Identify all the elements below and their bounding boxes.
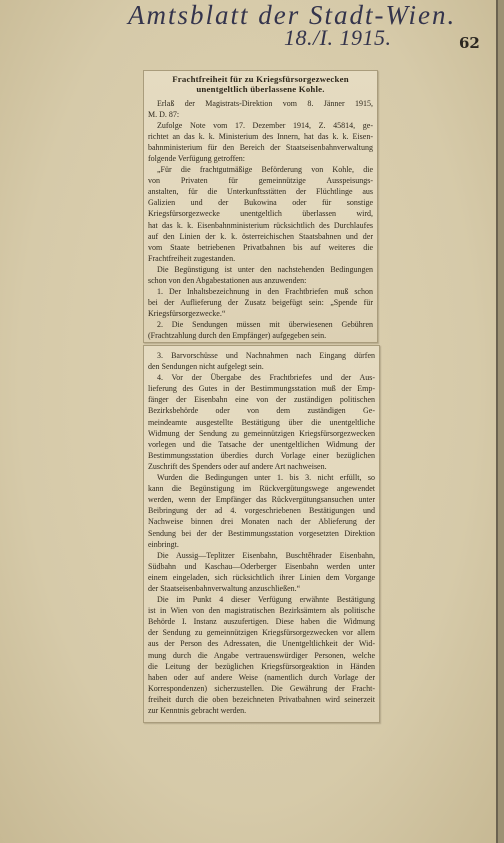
text-line: Erlaß der Magistrats-Direktion vom 8. Jänner 1915,: [157, 98, 373, 108]
text-line: vorlegen und die Tatsache der unentgeltlichen Widmung der: [148, 439, 375, 449]
paragraph: [148, 319, 373, 341]
text-line: Wurden die Bedingungen unter 1. bis 3. nicht erfüllt, so: [157, 473, 375, 483]
text-line: Nachweise binnen drei Monaten nach der Ablieferung der: [148, 517, 375, 527]
text-line: richtet an das k. k. Ministerium des Innern, hat das k. k. Eisen-: [148, 131, 373, 141]
text-line: Bestimmungsstation überdies durch Vorlage einer bezüglichen: [148, 450, 375, 460]
text-line: (Frachtzahlung durch den Empfänger) aufgegeben sein.: [148, 331, 327, 341]
text-line: einem eingeladen, sich rücksichtlich ihrer Linien dem Vorgange: [148, 572, 375, 582]
text-line: den Sendungen nicht aufgelegt sein.: [148, 362, 264, 372]
page-number: 62: [459, 34, 480, 52]
text-line: 4. Vor der Übergabe des Frachtbriefes und der Aus-: [157, 373, 375, 383]
text-line: Frachtfreiheit zugestanden.: [148, 253, 236, 263]
paragraph: [148, 286, 373, 319]
text-line: der Staatseisenbahnverwaltung anzuschließen.“: [148, 583, 301, 593]
text-line: Die im Punkt 4 dieser Verfügung erwähnte Bestätigung: [157, 595, 375, 605]
handwritten-date: 18./I. 1915.: [284, 25, 392, 50]
text-line: bei der Auflieferung der Zusatz beigefügt sein: „Spende für: [148, 298, 373, 308]
text-line: schon von den Abgabestationen aus anzuwenden:: [148, 276, 307, 285]
text-line: Südbahn und Kaschau—Oderberger Eisenbahn werden unter: [148, 561, 375, 571]
text-line: Sendung bei der der Bestimmungsstation vorgesetzten Direktion: [148, 528, 375, 538]
text-line: lieferung des Gutes in der Bestimmungsstation muß der Emp-: [148, 384, 375, 394]
paragraph: [148, 594, 375, 716]
paragraph: [148, 372, 375, 472]
text-line: die Leitung der bezüglichen Kriegsfürsorgeaktion in Händen: [148, 661, 375, 671]
text-line: „Für die frachtgutmäßige Beförderung von Kohle, die: [157, 165, 373, 175]
text-line: auf den Linien der k. k. österreichischen Staatsbahnen und der: [148, 231, 373, 241]
text-line: ist in Wien von den magistratischen Bezirksämtern als politische: [148, 606, 375, 616]
paragraph: [148, 164, 373, 264]
text-line: Kriegsfürsorgezwecke unentgeltlich überlassen wird,: [148, 209, 373, 219]
text-line: Bezirksbehörde oder von dem zuständigen Ge-: [148, 406, 375, 416]
text-line: anstalten, für die Unterkunftsstätten der Flüchtlinge aus: [148, 187, 373, 197]
text-line: 2. Die Sendungen müssen mit überwiesenen Gebühren: [157, 320, 373, 330]
text-line: Kriegsfürsorgezwecke.“: [148, 309, 226, 319]
text-line: mung durch die Angabe vertrauenswürdiger Personen, welche: [148, 650, 375, 660]
paragraph: [148, 472, 375, 550]
text-line: werden, wenn der Empfänger das Rückvergütungsansuchen unter: [148, 495, 375, 505]
article-title-line: unentgeltlich überlassene Kohle.: [196, 84, 325, 94]
text-line: fänger der Eisenbahn eine von der zuständigen politischen: [148, 395, 375, 405]
text-line: der Sendung zu gemeinnützigen Kriegsfürsorgezwecken vor allem: [148, 628, 375, 638]
text-line: Die Aussig—Teplitzer Eisenbahn, Buschtěhrader Eisenbahn,: [157, 550, 375, 560]
article-title: [148, 74, 373, 94]
text-line: 1. Der Inhaltsbezeichnung in den Frachtbriefen muß schon: [157, 287, 373, 297]
text-line: Zufolge Note vom 17. Dezember 1914, Z. 45814, ge-: [157, 120, 373, 130]
paragraph: [148, 550, 375, 594]
text-line: vom Staate betriebenen Privatbahnen bis auf weiteres die: [148, 242, 373, 252]
newspaper-clipping-2: [143, 345, 380, 723]
paragraph: [148, 264, 373, 286]
text-line: Zuschrift des Spenders oder auf andere Art nachweisen.: [148, 461, 327, 471]
text-line: Widmung der Sendung zu gemeinnützigen Kriegsfürsorgezwecken: [148, 428, 375, 438]
text-line: von Privaten für gemeinnützige Ausspeisungs-: [148, 176, 373, 186]
newspaper-clipping-1: [143, 70, 378, 343]
article-title-line: Frachtfreiheit für zu Kriegsfürsorgezwecken: [172, 74, 349, 84]
paragraph: [148, 120, 373, 164]
text-line: haben oder auf andere Weise (namentlich durch Vorlage der: [148, 672, 375, 682]
text-line: Galizien und der Bukowina oder für sonstige: [148, 198, 373, 208]
text-line: 3. Barvorschüsse und Nachnahmen nach Eingang dürfen: [157, 351, 375, 360]
handwritten-source-title: Amtsblatt der Stadt-Wien.: [128, 0, 457, 30]
text-line: Korrespondenzen) sicherzustellen. Die Gewährung der Fracht-: [148, 683, 375, 693]
text-line: folgende Verfügung getroffen:: [148, 153, 246, 163]
paragraph: [148, 350, 375, 372]
text-line: meindeamte ausgestellte Bestätigung über die unentgeltliche: [148, 417, 375, 427]
text-line: kann die Begünstigung im Rückvergütungswege angewendet: [148, 484, 375, 494]
text-line: hat das k. k. Eisenbahnministerium rücksichtlich des Durchlaufes: [148, 220, 373, 230]
text-line: Die Begünstigung ist unter den nachstehenden Bedingungen: [157, 264, 373, 274]
text-line: zur Kenntnis gebracht werden.: [148, 706, 247, 715]
text-line: bahnministerium für den Bereich der Staatseisenbahnverwaltung: [148, 142, 373, 152]
text-line: Behörde I. Instanz auszufertigen. Diese haben die Widmung: [148, 617, 375, 627]
text-line: einbringt.: [148, 539, 179, 549]
paragraph: [148, 98, 373, 120]
text-line: freiheit durch die oben bezeichneten Privatbahnen wird seinerzeit: [148, 694, 375, 704]
text-line: Beibringung der ad 4. vorgeschriebenen Bestätigungen und: [148, 506, 375, 516]
text-line: aus der Person des Adressaten, die Unentgeltlichkeit der Wid-: [148, 639, 375, 649]
text-line: M. D. 87:: [148, 109, 180, 119]
